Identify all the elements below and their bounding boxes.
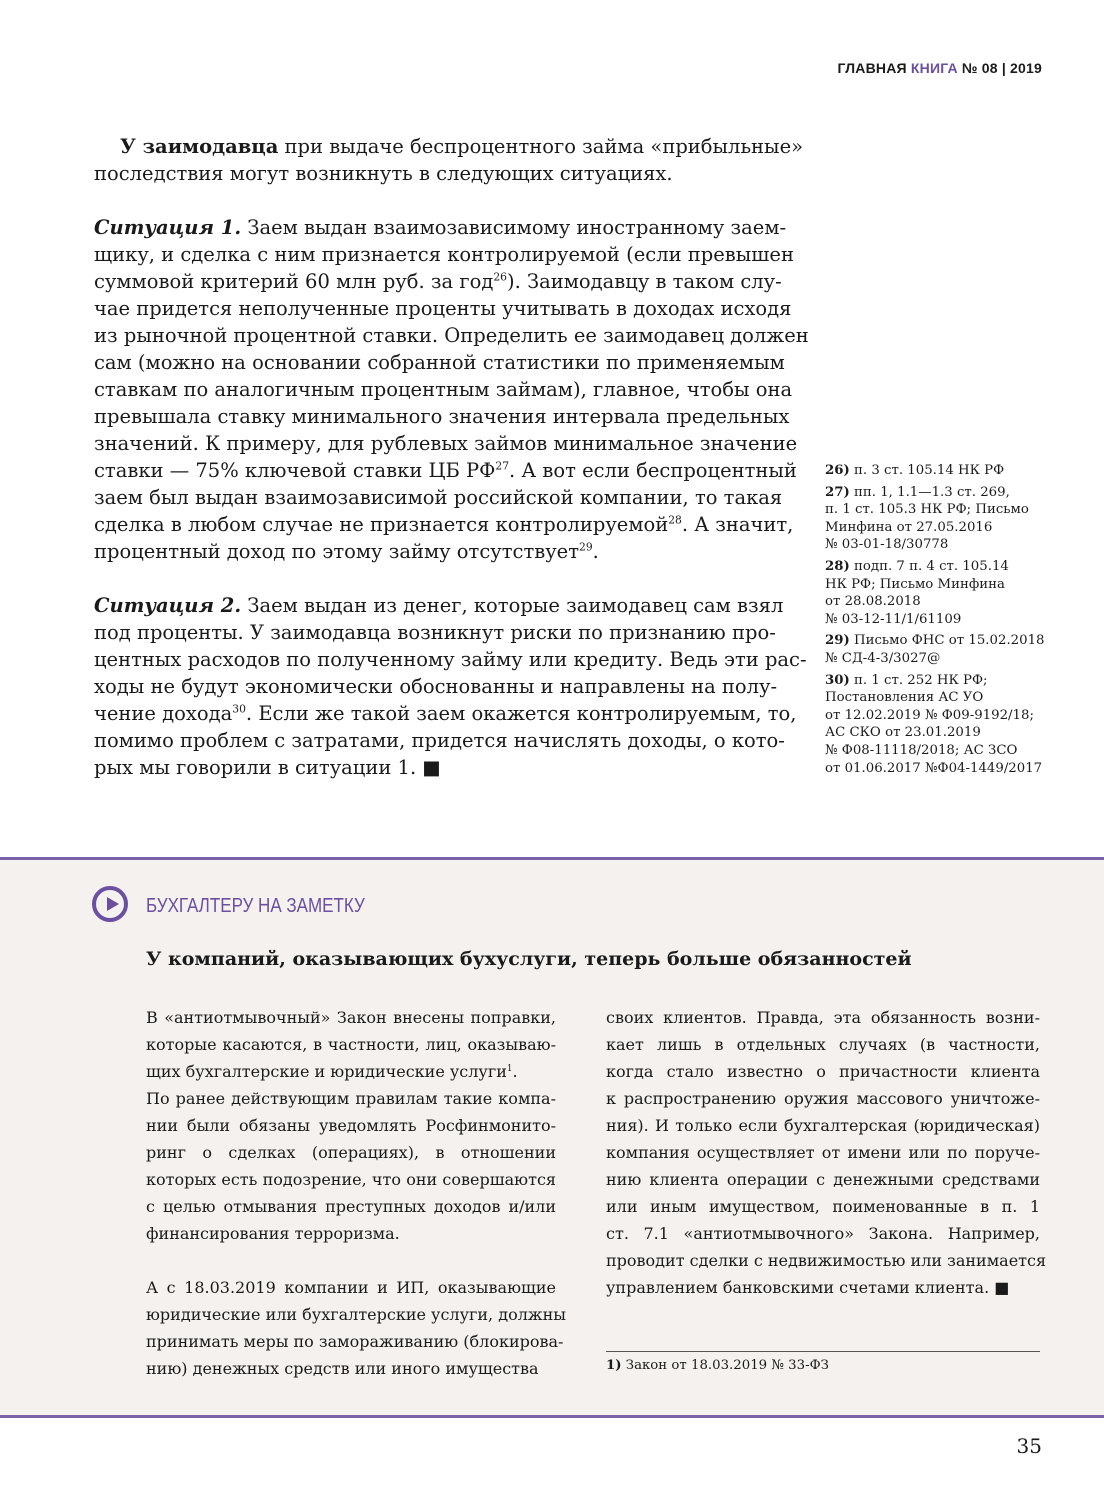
text-line: под проценты. У заимодавца возникнут риски по признанию про- (94, 621, 776, 644)
text-line: нию) денежных средств или иного имущества (146, 1359, 539, 1378)
text-line: чае придется неполученные проценты учитывать в доходах исходя (94, 297, 792, 320)
sidenotes (825, 462, 1055, 781)
text-line: которых есть подозрение, что они совершаются (146, 1170, 556, 1189)
text-line: управлением банковскими счетами клиента. ■ (606, 1278, 1010, 1297)
running-header (837, 60, 1042, 76)
text-line: заем был выдан взаимозависимой российской компании, то такая (94, 486, 783, 509)
footnote-ref: 27 (495, 459, 510, 473)
text-line: когда стало известно о причастности клиента (606, 1062, 1040, 1081)
footnote-ref: 28 (668, 513, 682, 527)
text-line: щику, и сделка с ним признается контролируемой (если превышен (94, 243, 794, 266)
footnote-ref: 29 (579, 540, 593, 554)
text-line: юридические или бухгалтерские услуги, должны (146, 1305, 566, 1324)
text-line: нии были обязаны уведомлять Росфинмонито- (146, 1116, 556, 1135)
magazine-name-accent: КНИГА (910, 60, 958, 76)
footnote-ref: 26 (493, 270, 507, 284)
page-number: 35 (1016, 1434, 1042, 1458)
text-line: или иным имуществом, поименованные в п. 1 (606, 1197, 1040, 1216)
footnote-divider (606, 1351, 1040, 1352)
text-line: из рыночной процентной ставки. Определить ее заимодавец должен (94, 324, 809, 347)
text-line: У заимодавца при выдаче беспроцентного займа «прибыльные» (120, 135, 804, 158)
text-line: суммовой критерий 60 млн руб. за год$^{26}$). Заимодавцу в таком слу- (94, 270, 782, 293)
intro-paragraph (94, 133, 804, 187)
text-line: кает лишь в отдельных случаях (в частности, (606, 1035, 1040, 1054)
text-line: финансирования терроризма. (146, 1224, 400, 1243)
play-circle-icon (92, 886, 128, 922)
footnote-ref: 30 (232, 702, 246, 716)
text-line: центных расходов по полученному займу или кредиту. Ведь эти рас- (94, 648, 807, 671)
sidenote: 30) п. 1 ст. 252 НК РФ; Постановления АС УО от 12.02.2019 № Ф09-9192/18; АС СКО от 23.01.2019 № Ф08-11118/2018; АС ЗСО от 01.06.2017 №Ф04-1449/2017 (825, 672, 1043, 776)
sidenote: 28) подп. 7 п. 4 ст. 105.14 НК РФ; Письмо Минфина от 28.08.2018 № 03-12-11/1/61109 (825, 558, 1009, 627)
text-line: процентный доход по этому займу отсутствует$^{29}$. (94, 540, 599, 563)
text-line: рых мы говорили в ситуации 1. ■ (94, 756, 441, 779)
magazine-name: ГЛАВНАЯ (837, 60, 907, 76)
text-line: ставкам по аналогичным процентным займам), главное, чтобы она (94, 378, 793, 401)
situation-1-paragraph (94, 214, 809, 565)
box-title: БУХГАЛТЕРУ НА ЗАМЕТКУ (146, 895, 365, 917)
text-line: принимать меры по замораживанию (блокирова- (146, 1332, 564, 1351)
text-line: Ситуация 2. Заем выдан из денег, которые заимодавец сам взял (94, 594, 784, 617)
text-line: сам (можно на основании собранной статистики по применяемым (94, 351, 785, 374)
text-line: По ранее действующим правилам такие компа- (146, 1089, 556, 1108)
text-line: ходы не будут экономически обоснованны и направлены на полу- (94, 675, 778, 698)
text-line: своих клиентов. Правда, эта обязанность возни- (606, 1008, 1040, 1027)
sidenote: 27) пп. 1, 1.1—1.3 ст. 269, п. 1 ст. 105.3 НК РФ; Письмо Минфина от 27.05.2016 № 03-01-18/30778 (825, 484, 1029, 553)
box-footnote: 1) Закон от 18.03.2019 № 33-ФЗ (606, 1358, 829, 1373)
text-line: А с 18.03.2019 компании и ИП, оказывающие (146, 1278, 556, 1297)
box-heading: У компаний, оказывающих бухуслуги, теперь больше обязанностей (146, 948, 912, 970)
text-line: ринг о сделках (операциях), в отношении (146, 1143, 556, 1162)
box-column-right (606, 1004, 1047, 1301)
text-line: нию клиента операции с денежными средствами (606, 1170, 1040, 1189)
text-line: Ситуация 1. Заем выдан взаимозависимому иностранному заем- (94, 216, 787, 239)
text-line: чение дохода$^{30}$. Если же такой заем окажется контролируемым, то, (94, 702, 797, 725)
text-line: проводит сделки с недвижимостью или занимается (606, 1251, 1047, 1270)
text-line: ния). И только если бухгалтерская (юридическая) (606, 1116, 1040, 1135)
text-line: последствия могут возникнуть в следующих ситуациях. (94, 162, 673, 185)
situation-2-paragraph (94, 592, 807, 781)
text-line: которые касаются, в частности, лиц, оказываю- (146, 1035, 556, 1054)
text-line: ставки — 75% ключевой ставки ЦБ РФ$^{27}$. А вот если беспроцентный (94, 459, 797, 482)
box-column-left (146, 1004, 566, 1382)
text-line: значений. К примеру, для рублевых займов минимальное значение (94, 432, 798, 455)
text-line: к распространению оружия массового уничтоже- (606, 1089, 1040, 1108)
issue-number: № 08 | 2019 (961, 60, 1042, 76)
text-line: ст. 7.1 «антиотмывочного» Закона. Например, (606, 1224, 1040, 1243)
text-line: с целью отмывания преступных доходов и/или (146, 1197, 556, 1216)
text-line: компания осуществляет от имени или по поруче- (606, 1143, 1040, 1162)
text-line: превышала ставку минимального значения интервала предельных (94, 405, 790, 428)
text-line: помимо проблем с затратами, придется начислять доходы, о кото- (94, 729, 785, 752)
text-line: щих бухгалтерские и юридические услуги$^1$. (146, 1062, 518, 1081)
sidenote: 26) п. 3 ст. 105.14 НК РФ (825, 463, 1005, 478)
sidenote: 29) Письмо ФНС от 15.02.2018 № СД-4-3/3027@ (825, 633, 1045, 666)
text-line: сделка в любом случае не признается контролируемой$^{28}$. А значит, (94, 513, 794, 536)
text-line: В «антиотмывочный» Закон внесены поправки, (146, 1008, 556, 1027)
footnote-ref: 1 (506, 1063, 513, 1074)
article-body (94, 133, 809, 781)
accountant-note-box (0, 857, 1104, 1418)
